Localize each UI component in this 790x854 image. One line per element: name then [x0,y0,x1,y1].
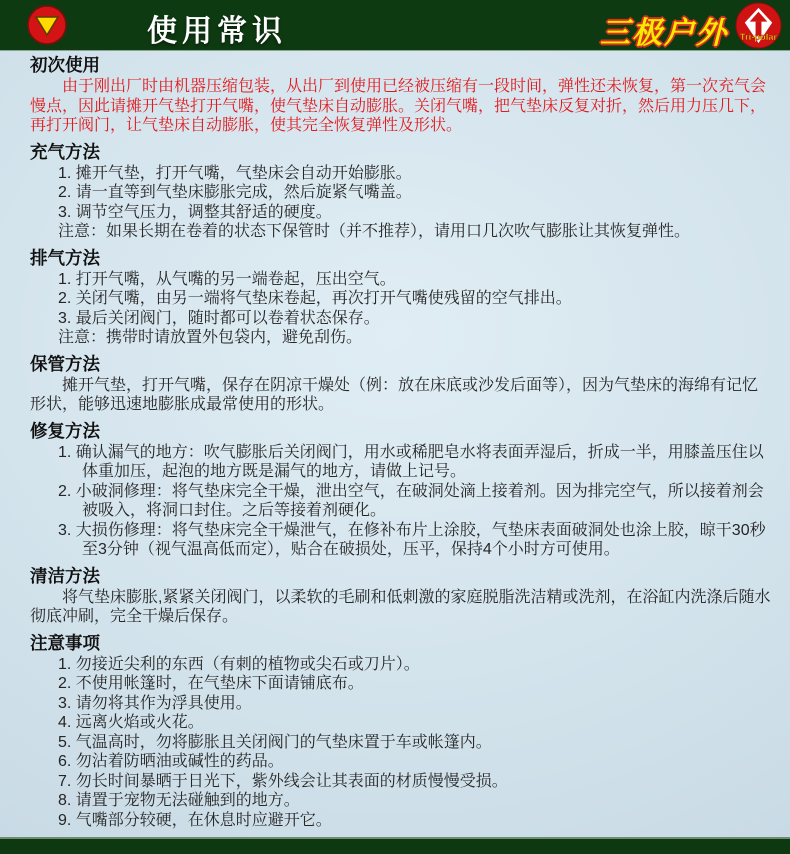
inflation-steps-list [58,164,772,242]
list-item: 3. 最后关闭阀门，随时都可以卷着状态保存。 [58,309,380,327]
section-heading: 初次使用 [30,55,100,75]
section-first-use [30,56,772,136]
instructions-content [0,51,790,837]
section-heading: 保管方法 [30,353,100,374]
section-cleaning-method [30,567,772,627]
section-heading: 排气方法 [30,247,100,268]
list-item: 4. 远离火焰或火花。 [58,714,204,731]
note-line: 注意：携带时请放置外包袋内，避免刮伤。 [58,329,363,346]
footer-bar [0,837,790,854]
list-item: 2. 小破洞修理：将气垫床完全干燥，泄出空气，在破洞处滴上接着剂。因为排完空气，所以接着剂会被吸入，将洞口封住。之后等接着剂硬化。 [58,482,764,519]
section-repair-method [30,422,772,560]
list-item: 1. 摊开气垫，打开气嘴，气垫床会自动开始膨胀。 [58,164,412,182]
storage-paragraph: 摊开气垫，打开气嘴，保存在阴凉干燥处（例：放在床底或沙发后面等），因为气垫床的海绵有记忆形状，能够迅速地膨胀成最常使用的形状。 [30,376,759,413]
section-heading: 充气方法 [30,141,100,162]
tri-polar-logo-icon [735,2,782,49]
list-item: 2. 关闭气嘴，由另一端将气垫床卷起，再次打开气嘴使残留的空气排出。 [58,290,572,307]
section-storage-method [30,355,772,415]
list-item: 3. 调节空气压力，调整其舒适的硬度。 [58,203,332,221]
section-precautions [30,634,772,831]
page-header [0,0,790,51]
precautions-list [58,655,772,831]
section-inflation-method [30,143,772,242]
note-line: 注意：如果长期在卷着的状态下保管时（并不推荐），请用口几次吹气膨胀让其恢复弹性。 [58,223,691,240]
deflation-steps-list [58,270,772,348]
list-item: 8. 请置于宠物无法碰触到的地方。 [58,792,300,809]
repair-steps-list [58,443,772,560]
warning-triangle-icon [27,5,67,45]
list-item: 6. 勿沾着防晒油或碱性的药品。 [58,753,284,770]
list-item: 5. 气温高时，勿将膨胀且关闭阀门的气垫床置于车或帐篷内。 [58,733,492,751]
brand-name: 三极户外 [600,17,728,50]
list-item: 3. 请勿将其作为浮具使用。 [58,694,252,712]
list-item: 1. 确认漏气的地方：吹气膨胀后关闭阀门，用水或稀肥皂水将表面弄湿后，折成一半，用膝盖压住以体重加压，起泡的地方既是漏气的地方，请做上记号。 [58,443,764,480]
page-title: 使用常识 [147,15,287,48]
first-use-paragraph: 由于刚出厂时由机器压缩包装，从出厂到使用已经被压缩有一段时间，弹性还未恢复，第一次充气会慢点，因此请摊开气垫打开气嘴，使气垫床自动膨胀。关闭气嘴，把气垫床反复对折，然后用力压几下，再打开阀门，让气垫床自动膨胀，使其完全恢复弹性及形状。 [30,78,767,134]
svg-text:Tri-polar: Tri-polar [739,32,778,43]
cleaning-paragraph: 将气垫床膨胀,紧紧关闭阀门，以柔软的毛刷和低刺激的家庭脱脂洗洁精或洗剂，在浴缸内洗涤后随水彻底冲刷，完全干燥后保存。 [30,588,771,625]
list-item: 9. 气嘴部分较硬，在休息时应避开它。 [58,811,332,829]
list-item: 3. 大损伤修理：将气垫床完全干燥泄气，在修补布片上涂胶，气垫床表面破洞处也涂上胶，晾干30秒至3分钟（视气温高低而定），贴合在破损处，压平，保持4个小时方可使用。 [58,521,766,558]
list-item: 1. 打开气嘴，从气嘴的另一端卷起，压出空气。 [58,270,396,288]
section-heading: 清洁方法 [30,565,100,586]
section-deflation-method [30,249,772,348]
list-item: 2. 不使用帐篷时，在气垫床下面请铺底布。 [58,675,364,692]
list-item: 2. 请一直等到气垫床膨胀完成，然后旋紧气嘴盖。 [58,184,412,201]
section-heading: 修复方法 [30,420,100,441]
list-item: 7. 勿长时间暴晒于日光下，紫外线会让其表面的材质慢慢受损。 [58,772,508,790]
section-heading: 注意事项 [30,632,100,653]
list-item: 1. 勿接近尖利的东西（有刺的植物或尖石或刀片）。 [58,655,420,673]
